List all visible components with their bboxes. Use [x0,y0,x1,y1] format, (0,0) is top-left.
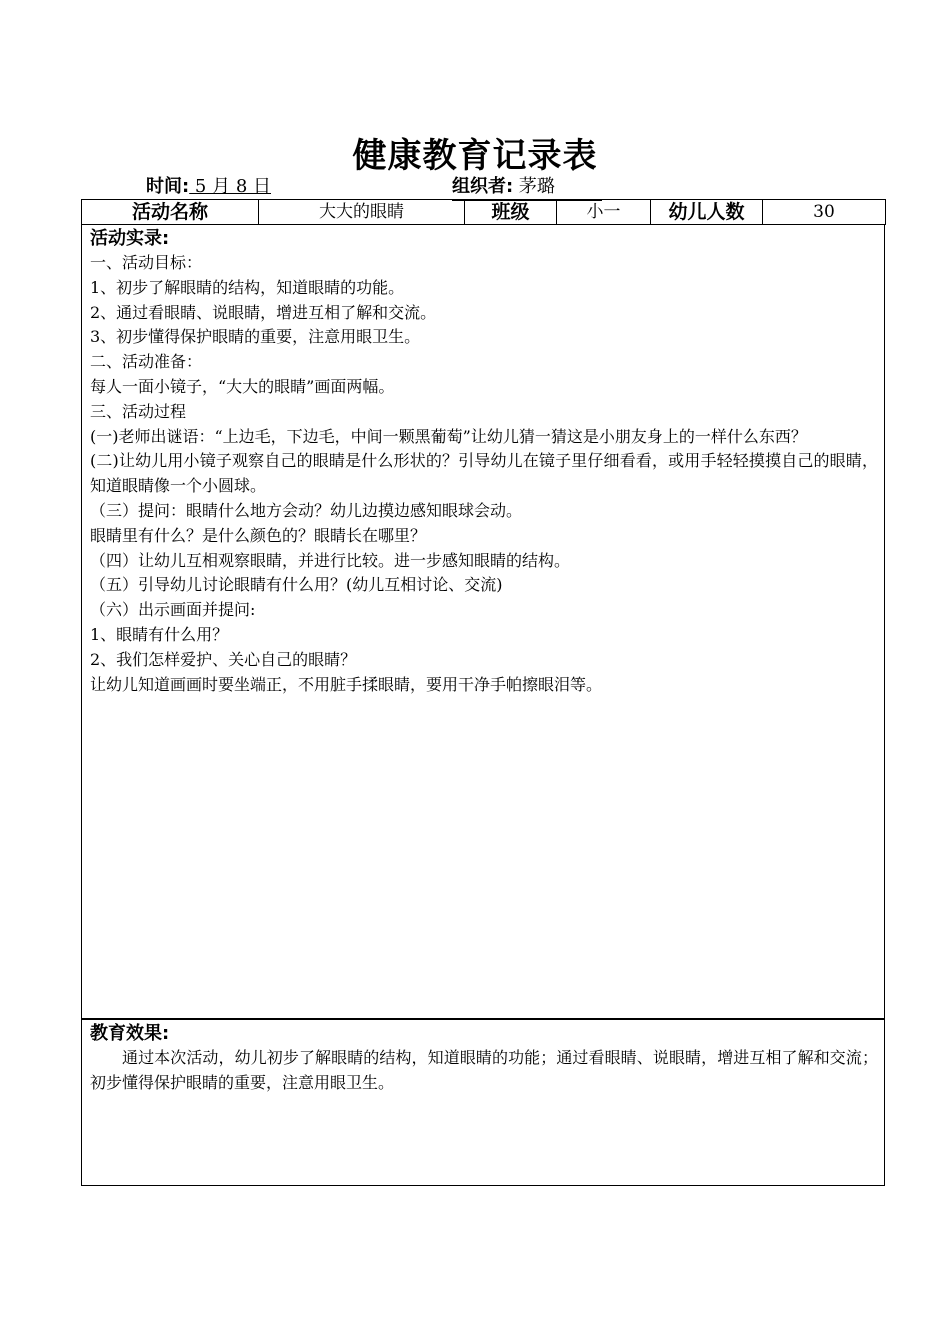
record-line: 眼睛里有什么？是什么颜色的？眼睛长在哪里？ [90,525,427,545]
class-label: 班级 [465,200,557,225]
record-line: (二)让幼儿用小镜子观察自己的眼睛是什么形状的？引导幼儿在镜子里仔细看看，或用手轻轻摸摸自己的眼睛，知道眼睛像一个小圆球。 [90,451,878,496]
record-line: 三、活动过程 [90,401,187,421]
record-line: （三）提问：眼睛什么地方会动？幼儿边摸边感知眼球会动。 [90,500,523,520]
record-line: 3、初步懂得保护眼睛的重要，注意用眼卫生。 [90,327,421,347]
record-line: (一)老师出谜语：“上边毛，下边毛，中间一颗黑葡萄”让幼儿猜一猜这是小朋友身上的一样什么东西？ [90,426,807,446]
record-line: 一、活动目标： [90,253,203,272]
record-line: 每人一面小镜子，“大大的眼睛”画面两幅。 [90,376,395,396]
record-line: （五）引导幼儿讨论眼睛有什么用？(幼儿互相讨论、交流) [90,575,503,595]
record-line: （四）让幼儿互相观察眼睛，并进行比较。进一步感知眼睛的结构。 [90,550,571,570]
page-title: 健康教育记录表 [352,136,598,176]
record-line: 1、眼睛有什么用？ [90,624,229,644]
info-row [82,200,886,225]
time-field [146,176,426,200]
record-line: 让幼儿知道画画时要坐端正，不用脏手揉眼睛，要用干净手帕擦眼泪等。 [90,674,603,694]
activity-name-label: 活动名称 [82,200,259,225]
activity-record-section [81,225,885,1019]
effect-text: 通过本次活动，幼儿初步了解眼睛的结构，知道眼睛的功能；通过看眼睛、说眼睛，增进互相了解和交流；初步懂得保护眼睛的重要，注意用眼卫生。 [90,1048,878,1092]
record-line: 二、活动准备： [90,352,203,372]
children-count-label: 幼儿人数 [651,200,763,225]
organizer-label: 组织者: [452,176,514,197]
education-effect-section [81,1019,885,1186]
record-line: （六）出示画面并提问: [90,600,256,620]
record-line: 2、我们怎样爱护、关心自己的眼睛？ [90,649,357,669]
time-label: 时间: [146,176,190,197]
organizer-field [452,176,602,201]
info-table [81,199,886,225]
record-line: 2、通过看眼睛、说眼睛，增进互相了解和交流。 [90,302,437,322]
effect-heading: 教育效果: [90,1023,170,1044]
record-heading: 活动实录: [90,228,170,249]
time-value: 5 月 8 日 [189,176,271,197]
class-value: 小一 [557,200,651,225]
organizer-value: 茅璐 [513,176,555,197]
activity-name-value: 大大的眼睛 [259,200,465,225]
record-line: 1、初步了解眼睛的结构，知道眼睛的功能。 [90,277,405,297]
children-count-value: 30 [763,200,886,225]
